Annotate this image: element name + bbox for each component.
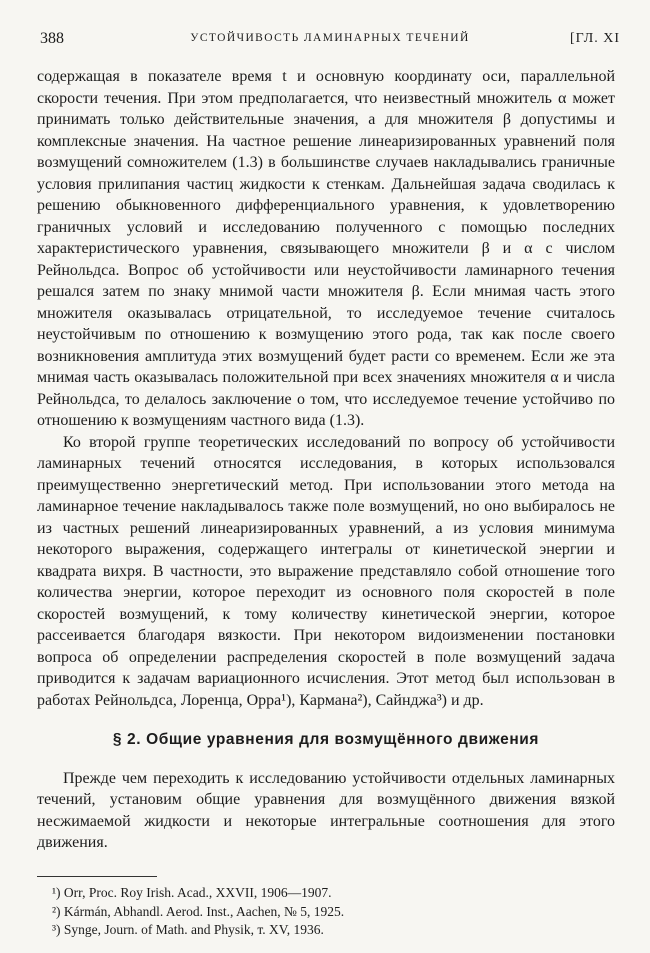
footnote-1: ¹) Orr, Proc. Roy Irish. Acad., XXVII, 1906—1907. <box>52 885 332 900</box>
page-body <box>37 66 615 854</box>
section-heading: § 2. Общие уравнения для возмущённого движения <box>112 731 540 748</box>
page-number: 388 <box>40 30 64 47</box>
section-paragraph: Прежде чем переходить к исследованию устойчивости отдельных ламинарных течений, установим общие уравнения для возмущённого движения вязкой несжимаемой жидкости и некоторые интегральные соотношения для этого движения. <box>37 769 615 851</box>
chapter-label: [ГЛ. XI <box>570 31 620 46</box>
footnote-rule <box>37 876 157 877</box>
paragraph-2: Ко второй группе теоретических исследований по вопросу об устойчивости ламинарных течений относятся исследования, в которых использовался преимущественно энергетический метод. При использовании этого метода на ламинарное течение накладывалось также поле возмущений, но оно выбиралось не из частных решений линеаризированных уравнений, а из условия минимума некоторого выражения, содержащего интегралы от кинетической энергии и квадрата вихря. В частности, это выражение представляло собой отношение того количества энергии, которое переходит из основного поля скоростей в поле скоростей возмущений, к тому количеству кинетической энергии, которое рассеивается благодаря вязкости. При некотором видоизменении постановки вопроса об определении распределения скоростей в поле возмущений задача приводится к задачам вариационного исчисления. Этот метод был использован в работах Рейнольдса, Лоренца, Орра¹), Кармана²), Сайнджа³) и др. <box>37 433 615 709</box>
footnotes <box>52 884 612 940</box>
footnote-2: ²) Kármán, Abhandl. Aerod. Inst., Aachen, № 5, 1925. <box>52 903 345 919</box>
footnote-3: ³) Synge, Journ. of Math. and Physik, т. XV, 1936. <box>52 922 324 937</box>
paragraph-1: содержащая в показателе время t и основную координату оси, параллельной скорости течения. При этом предполагается, что неизвестный множитель α может принимать только действительные значения, а для множителя β допустимы и комплексные значения. На частное решение линеаризированных уравнений поля возмущений сомножителем (1.3) в большинстве случаев накладывались граничные условия прилипания частиц жидкости к стенкам. Дальнейшая задача сводилась к решению обыкновенного дифференциального уравнения, к удовлетворению граничных условий и исследованию полученного с помощью последних характеристического уравнения, связывающего множители β и α с числом Рейнольдса. Вопрос об устойчивости или неустойчивости ламинарного течения решался затем по знаку мнимой части множителя β. Если мнимая часть этого множителя оказывалась отрицательной, то исследуемое течение считалось неустойчивым по отношению к возмущению этого рода, так как после своего возникновения амплитуда этих возмущений будет расти со временем. Если же эта мнимая часть оказывалась положительной при всех значениях множителя α и числа Рейнольдса, то делалось заключение о том, что исследуемое течение устойчиво по отношению к возмущениям частного вида (1.3). <box>37 68 615 429</box>
page-header <box>40 30 620 52</box>
running-title: УСТОЙЧИВОСТЬ ЛАМИНАРНЫХ ТЕЧЕНИЙ <box>190 32 470 44</box>
